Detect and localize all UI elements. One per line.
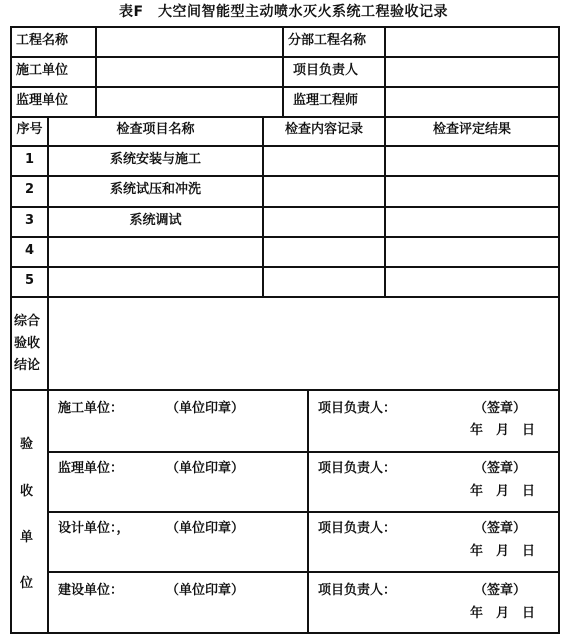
table-rule [558, 26, 560, 634]
unit-name: 监理单位： [58, 461, 124, 476]
table-row-seq: 4 [24, 243, 35, 258]
table-rule [307, 389, 309, 634]
unit-name: 设计单位：， [58, 521, 130, 536]
page-title: 表F 大空间智能型主动喷水灭火系统工程验收记录 [118, 4, 449, 20]
table-row-seq: 2 [24, 182, 35, 197]
unit-signature: （签章） [474, 461, 527, 476]
unit-project-manager: 项目负责人： [318, 583, 397, 598]
unit-date: 年 月 日 [470, 423, 536, 438]
supervision-unit-label: 监理单位 [16, 93, 69, 108]
table-rule [47, 511, 560, 513]
project-name-label: 工程名称 [16, 33, 69, 48]
project-manager-label: 项目负责人 [293, 63, 359, 78]
table-rule [384, 116, 386, 298]
table-rule [10, 266, 560, 268]
table-rule [10, 86, 560, 88]
unit-seal: （单位印章） [166, 521, 245, 536]
table-rule [10, 632, 560, 634]
conclusion-label-line: 验收 [14, 336, 41, 351]
unit-signature: （签章） [474, 521, 527, 536]
unit-date: 年 月 日 [470, 606, 536, 621]
unit-seal: （单位印章） [166, 461, 245, 476]
table-rule [10, 116, 560, 118]
table-rule [10, 56, 560, 58]
column-header-item: 检查项目名称 [116, 122, 195, 137]
unit-date: 年 月 日 [470, 484, 536, 499]
table-rule [262, 116, 264, 298]
table-rule [282, 26, 284, 118]
table-rule [47, 296, 49, 634]
table-row-seq: 5 [24, 273, 35, 288]
table-row-seq: 3 [24, 213, 35, 228]
table-rule [384, 26, 386, 118]
unit-date: 年 月 日 [470, 544, 536, 559]
column-header-result: 检查评定结果 [432, 122, 511, 137]
table-row-item: 系统安装与施工 [109, 152, 201, 167]
sub-project-name-label: 分部工程名称 [288, 33, 367, 48]
acceptance-unit-label-char: 验 [20, 437, 34, 452]
column-header-seq: 序号 [16, 122, 43, 137]
table-row-item: 系统调试 [129, 213, 182, 228]
unit-signature: （签章） [474, 583, 527, 598]
unit-name: 施工单位： [58, 401, 124, 416]
table-rule [47, 451, 560, 453]
table-rule [10, 26, 12, 634]
unit-seal: （单位印章） [166, 401, 245, 416]
construction-unit-label: 施工单位 [16, 63, 69, 78]
unit-project-manager: 项目负责人： [318, 401, 397, 416]
unit-signature: （签章） [474, 401, 527, 416]
table-rule [10, 296, 560, 298]
unit-name: 建设单位： [58, 583, 124, 598]
unit-project-manager: 项目负责人： [318, 461, 397, 476]
table-rule [10, 236, 560, 238]
acceptance-unit-label-char: 单 [20, 530, 34, 545]
table-row-seq: 1 [24, 152, 35, 167]
table-rule [47, 571, 560, 573]
conclusion-label-line: 综合 [14, 314, 41, 329]
table-row-item: 系统试压和冲洗 [109, 182, 201, 197]
unit-seal: （单位印章） [166, 583, 245, 598]
table-rule [95, 26, 97, 118]
table-rule [10, 145, 560, 147]
table-rule [47, 116, 49, 298]
table-rule [10, 175, 560, 177]
unit-project-manager: 项目负责人： [318, 521, 397, 536]
acceptance-unit-label-char: 收 [20, 484, 34, 499]
column-header-record: 检查内容记录 [284, 122, 363, 137]
conclusion-label-line: 结论 [14, 358, 41, 373]
table-rule [10, 206, 560, 208]
table-rule [10, 389, 560, 391]
table-rule [10, 26, 560, 28]
supervision-engineer-label: 监理工程师 [293, 93, 359, 108]
acceptance-unit-label-char: 位 [20, 576, 34, 591]
